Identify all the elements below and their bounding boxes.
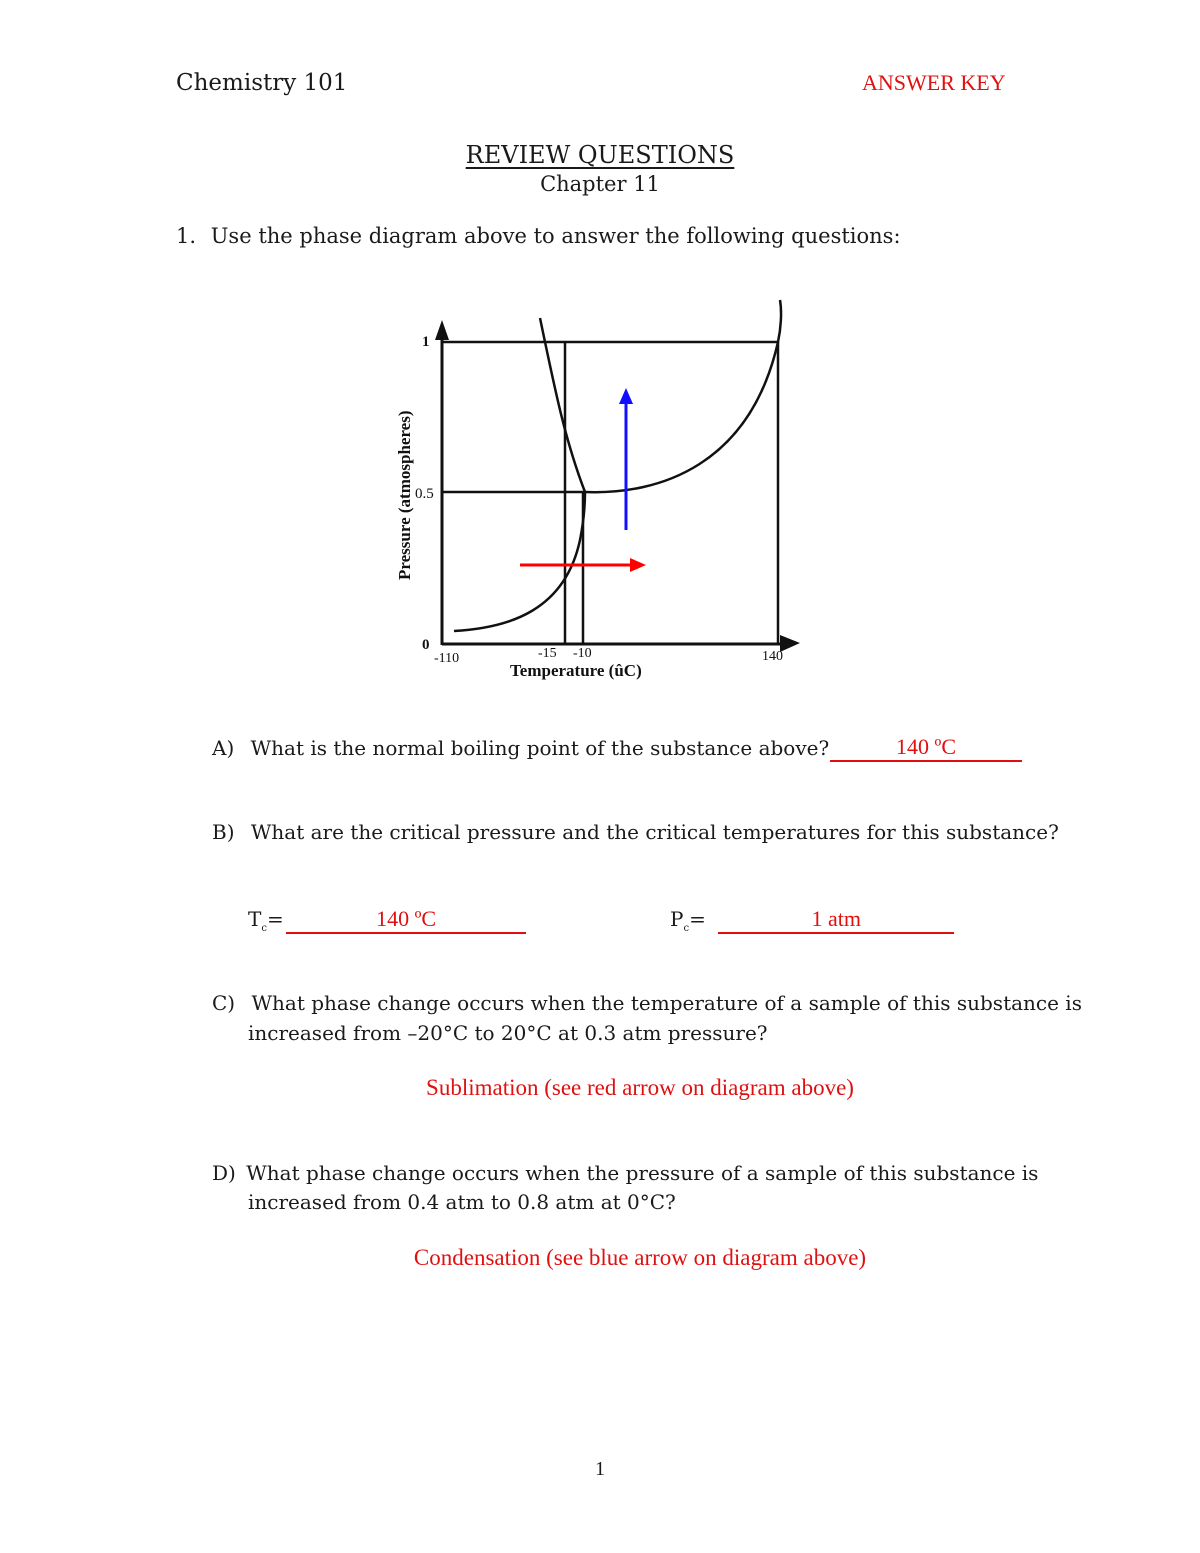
part-a [212,736,829,760]
part-c [212,991,1082,1015]
pc-equals: = [689,907,706,931]
question-1-text: Use the phase diagram above to answer the following questions: [210,224,901,248]
x-axis-label: Temperature (ûC) [510,661,642,680]
chapter-subtitle: Chapter 11 [540,172,660,196]
part-b [212,820,1059,844]
x-axis-arrowhead [780,635,800,652]
part-a-label: A) [212,736,235,760]
blue-arrow-head [619,388,633,404]
y-axis-label: Pressure (atmospheres) [395,410,414,580]
question-1 [176,224,901,248]
pc-subscript: c [683,923,690,934]
part-a-answer-field [830,734,1022,762]
melting-curve [540,318,585,492]
x-tick-140: 140 [762,649,783,664]
page-number: 1 [595,1458,605,1480]
part-b-label: B) [212,820,235,844]
part-d-answer: Condensation (see blue arrow on diagram above) [413,1245,867,1270]
part-a-answer: 140 ºC [830,734,1022,762]
course-header: Chemistry 101 [176,70,348,96]
part-a-text: What is the normal boiling point of the substance above? [250,736,830,760]
tc-answer: 140 ºC [286,906,526,934]
y-tick-0: 0 [422,637,430,653]
y-tick-0-5: 0.5 [415,486,434,502]
part-c-line2: increased from –20°C to 20°C at 0.3 atm pressure? [248,1021,768,1045]
part-d-label: D) [212,1161,236,1185]
pc-answer: 1 atm [718,906,954,934]
tc-row [248,906,526,934]
question-1-number: 1. [176,224,197,248]
part-d-line2: increased from 0.4 atm to 0.8 atm at 0°C? [248,1190,676,1214]
part-c-answer: Sublimation (see red arrow on diagram above) [426,1075,854,1100]
vaporization-curve [585,300,781,492]
tc-subscript: c [261,923,267,934]
part-c-label: C) [212,991,236,1015]
x-tick-minus110: -110 [434,651,460,666]
pc-row [670,906,954,934]
phase-diagram [360,290,850,700]
tc-equals: = [266,907,284,931]
red-arrow-head [630,558,646,572]
part-c-line1: What phase change occurs when the temperature of a sample of this substance is [251,991,1082,1015]
pc-label: P [670,907,684,931]
part-d-line1: What phase change occurs when the pressure of a sample of this substance is [246,1161,1039,1185]
tc-label: T [248,907,262,931]
answer-key-label: ANSWER KEY [862,70,1006,95]
part-d [212,1161,1038,1185]
y-axis-arrowhead [435,320,449,340]
page-title: REVIEW QUESTIONS [465,141,735,169]
part-b-text: What are the critical pressure and the critical temperatures for this substance? [250,820,1059,844]
x-tick-minus10: -10 [573,646,592,661]
y-tick-1: 1 [422,334,430,350]
x-tick-minus15: -15 [538,646,557,661]
